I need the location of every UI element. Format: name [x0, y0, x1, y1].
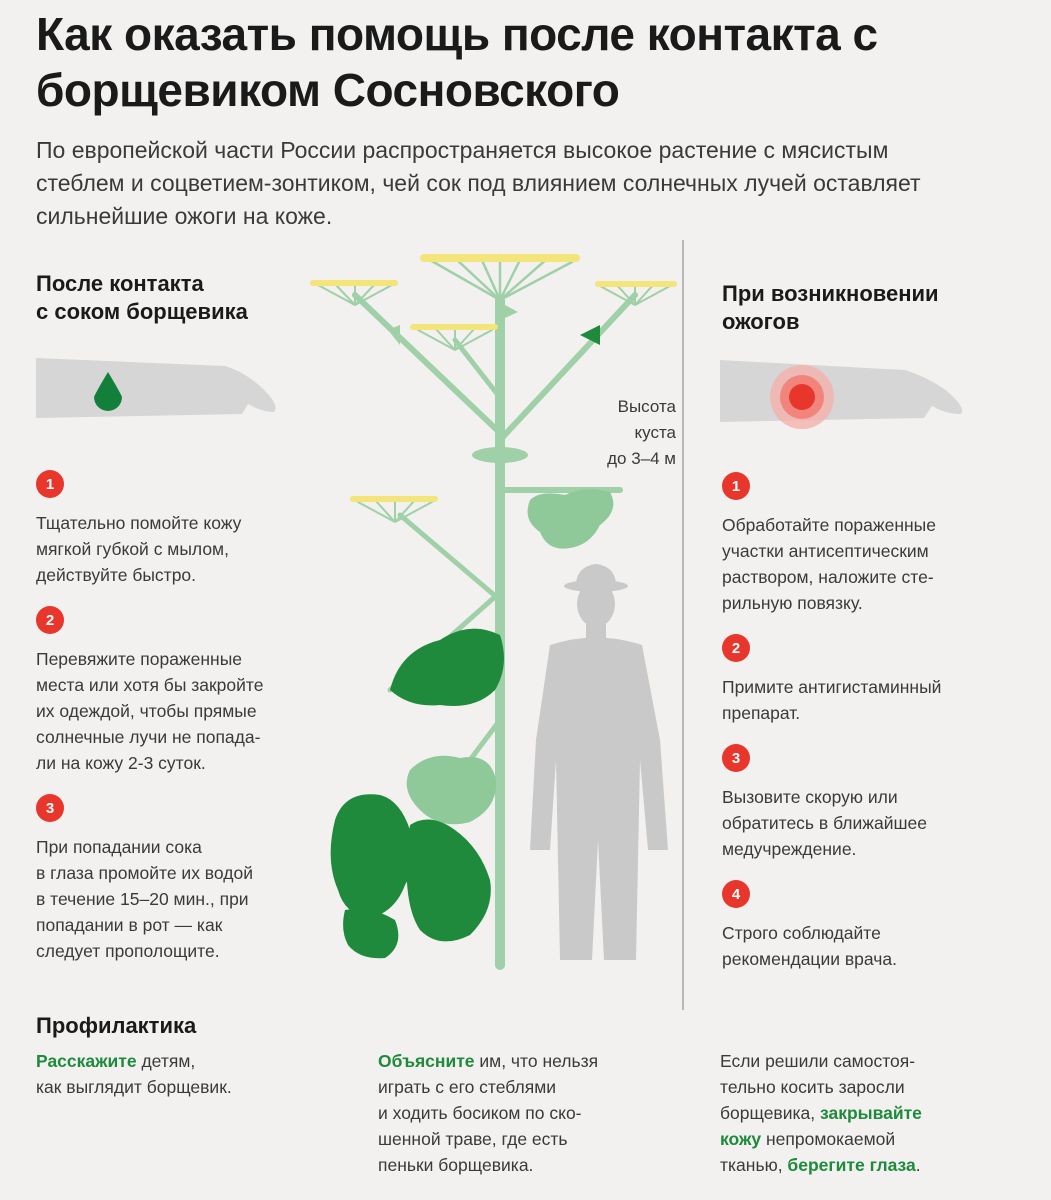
step-number-badge: 1 — [36, 470, 64, 498]
step-line: их одеждой, чтобы прямые — [36, 701, 257, 721]
left-step-2 — [36, 606, 336, 776]
height-label — [560, 394, 676, 472]
step-line: в глаза промойте их водой — [36, 863, 253, 883]
heading-line: При возникновении — [722, 281, 939, 306]
right-step-1 — [722, 472, 1022, 616]
step-text — [36, 646, 336, 776]
prevention-highlight: Расскажите — [36, 1051, 137, 1071]
prevention-line: шенной траве, где есть — [378, 1129, 568, 1149]
prevention-line — [378, 1048, 688, 1074]
step-line: препарат. — [722, 703, 801, 723]
prevention-line — [36, 1048, 336, 1074]
step-line: медучреждение. — [722, 839, 857, 859]
step-line: действуйте быстро. — [36, 565, 197, 585]
height-label-line: куста — [634, 423, 676, 442]
step-number-badge: 2 — [36, 606, 64, 634]
step-text — [722, 784, 1022, 862]
step-line: Обработайте пораженные — [722, 515, 936, 535]
step-number-badge: 1 — [722, 472, 750, 500]
prevention-line: играть с его стеблями — [378, 1077, 557, 1097]
prevention-text: борщевика, — [720, 1103, 820, 1123]
prevention-col-3 — [720, 1048, 1030, 1178]
prevention-col-1 — [36, 1048, 336, 1100]
step-line: рильную повязку. — [722, 593, 863, 613]
arm-with-burn-icon — [720, 360, 962, 429]
step-number-badge: 3 — [36, 794, 64, 822]
step-line: рекомендации врача. — [722, 949, 897, 969]
intro-text: По европейской части России распространяется высокое растение с мясистым стеблем и соцветием-зонтиком, чей сок под влиянием солнечных лучей оставляет сильнейшие ожоги на коже. — [36, 137, 921, 229]
heading-line: После контакта — [36, 271, 204, 296]
prevention-highlight: берегите глаза — [787, 1155, 916, 1175]
step-number-badge: 4 — [722, 880, 750, 908]
right-step-4 — [722, 880, 1022, 972]
heading-line: ожогов — [722, 309, 800, 334]
step-line: попадании в рот — как — [36, 915, 223, 935]
prevention-line: как выглядит борщевик. — [36, 1077, 232, 1097]
prevention-line — [720, 1152, 1030, 1178]
step-text — [36, 510, 336, 588]
step-line: солнечные лучи не попада- — [36, 727, 261, 747]
step-line: Строго соблюдайте — [722, 923, 881, 943]
left-step-3 — [36, 794, 336, 964]
step-line: мягкой губкой с мылом, — [36, 539, 229, 559]
height-label-line: Высота — [617, 397, 676, 416]
step-line: места или хотя бы закройте — [36, 675, 264, 695]
prevention-text: . — [915, 1155, 921, 1175]
prevention-heading: Профилактика — [36, 1013, 197, 1038]
prevention-highlight: закрывайте — [820, 1103, 922, 1123]
height-label-line: до 3–4 м — [607, 449, 676, 468]
step-line: участки антисептическим — [722, 541, 929, 561]
right-section-heading — [722, 280, 939, 336]
prevention-text: непромокаемой — [761, 1129, 896, 1149]
prevention-highlight: Объясните — [378, 1051, 475, 1071]
prevention-line: тельно косить заросли — [720, 1077, 905, 1097]
prevention-highlight: кожу — [720, 1129, 762, 1149]
step-number-badge: 3 — [722, 744, 750, 772]
prevention-line: пеньки борщевика. — [378, 1155, 534, 1175]
step-line: обратитесь в ближайшее — [722, 813, 928, 833]
left-step-1 — [36, 470, 336, 588]
heading-line: с соком борщевика — [36, 299, 248, 324]
step-text — [722, 674, 1022, 726]
prevention-line: Если решили самостоя- — [720, 1051, 916, 1071]
arm-with-drop-icon — [36, 358, 276, 418]
step-number-badge: 2 — [722, 634, 750, 662]
step-line: ли на кожу 2-3 суток. — [36, 753, 206, 773]
step-line: Вызовите скорую или — [722, 787, 898, 807]
step-text — [722, 920, 1022, 972]
step-line: в течение 15–20 мин., при — [36, 889, 249, 909]
prevention-line: и ходить босиком по ско- — [378, 1103, 582, 1123]
prevention-text: тканью, — [720, 1155, 788, 1175]
right-step-3 — [722, 744, 1022, 862]
page-title: Как оказать помощь после контакта с борщевиком Сосновского — [36, 8, 878, 116]
person-silhouette — [530, 564, 668, 960]
step-line: Тщательно помойте кожу — [36, 513, 242, 533]
prevention-line — [720, 1100, 1030, 1126]
prevention-text: детям, — [136, 1051, 196, 1071]
prevention-col-2 — [378, 1048, 688, 1178]
step-line: Примите антигистаминный — [722, 677, 942, 697]
step-text — [722, 512, 1022, 616]
step-line: следует прополощите. — [36, 941, 220, 961]
prevention-text: им, что нельзя — [474, 1051, 599, 1071]
prevention-line — [720, 1126, 1030, 1152]
left-section-heading — [36, 270, 248, 326]
step-text — [36, 834, 336, 964]
step-line: Перевяжите пораженные — [36, 649, 243, 669]
step-line: раствором, наложите сте- — [722, 567, 934, 587]
step-line: При попадании сока — [36, 837, 202, 857]
right-step-2 — [722, 634, 1022, 726]
